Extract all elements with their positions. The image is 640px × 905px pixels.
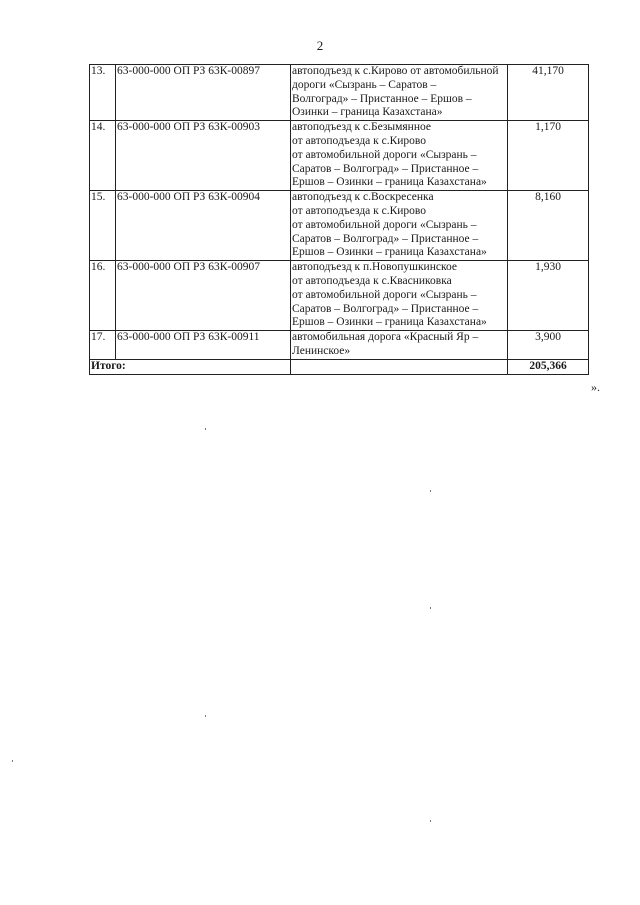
page-number: 2 [316, 38, 324, 53]
road-length: 41,170 [508, 65, 589, 121]
total-value: 205,366 [508, 359, 589, 374]
table-row [90, 261, 589, 331]
scan-speck [430, 490, 431, 492]
total-empty-cell [291, 359, 508, 374]
road-length: 1,930 [508, 261, 589, 331]
table-row [90, 65, 589, 121]
total-row [90, 359, 589, 374]
row-number: 13. [90, 65, 116, 121]
road-code: 63-000-000 ОП РЗ 63К-00907 [116, 261, 291, 331]
table-row [90, 191, 589, 261]
roads-table [89, 64, 589, 375]
scan-speck [430, 607, 431, 609]
table-row [90, 121, 589, 191]
road-length: 1,170 [508, 121, 589, 191]
road-name: автоподъезд к п.Новопушкинское от автоподъезда к с.Квасниковка от автомобильной дороги «Сызрань – Саратов – Волгоград» – Пристанное – Ершов – Озинки – граница Казахстана» [291, 261, 508, 331]
row-number: 17. [90, 331, 116, 360]
road-length: 3,900 [508, 331, 589, 360]
scan-speck [205, 715, 206, 717]
total-label: Итого: [90, 359, 291, 374]
road-name: автомобильная дорога «Красный Яр – Ленинское» [291, 331, 508, 360]
road-name: автоподъезд к с.Кирово от автомобильной дороги «Сызрань – Саратов – Волгоград» – Пристанное – Ершов – Озинки – граница Казахстана» [291, 65, 508, 121]
scan-speck [205, 428, 206, 430]
row-number: 14. [90, 121, 116, 191]
scan-speck [430, 820, 431, 822]
closing-quote: ». [591, 380, 600, 394]
road-name: автоподъезд к с.Воскресенка от автоподъезда к с.Кирово от автомобильной дороги «Сызрань – Саратов – Волгоград» – Пристанное – Ершов – Озинки – граница Казахстана» [291, 191, 508, 261]
road-code: 63-000-000 ОП РЗ 63К-00897 [116, 65, 291, 121]
table-row [90, 331, 589, 360]
row-number: 16. [90, 261, 116, 331]
scan-speck [12, 760, 13, 762]
row-number: 15. [90, 191, 116, 261]
road-code: 63-000-000 ОП РЗ 63К-00903 [116, 121, 291, 191]
road-code: 63-000-000 ОП РЗ 63К-00911 [116, 331, 291, 360]
road-length: 8,160 [508, 191, 589, 261]
road-code: 63-000-000 ОП РЗ 63К-00904 [116, 191, 291, 261]
road-name: автоподъезд к с.Безымянное от автоподъезда к с.Кирово от автомобильной дороги «Сызрань – Саратов – Волгоград» – Пристанное – Ершов – Озинки – граница Казахстана» [291, 121, 508, 191]
